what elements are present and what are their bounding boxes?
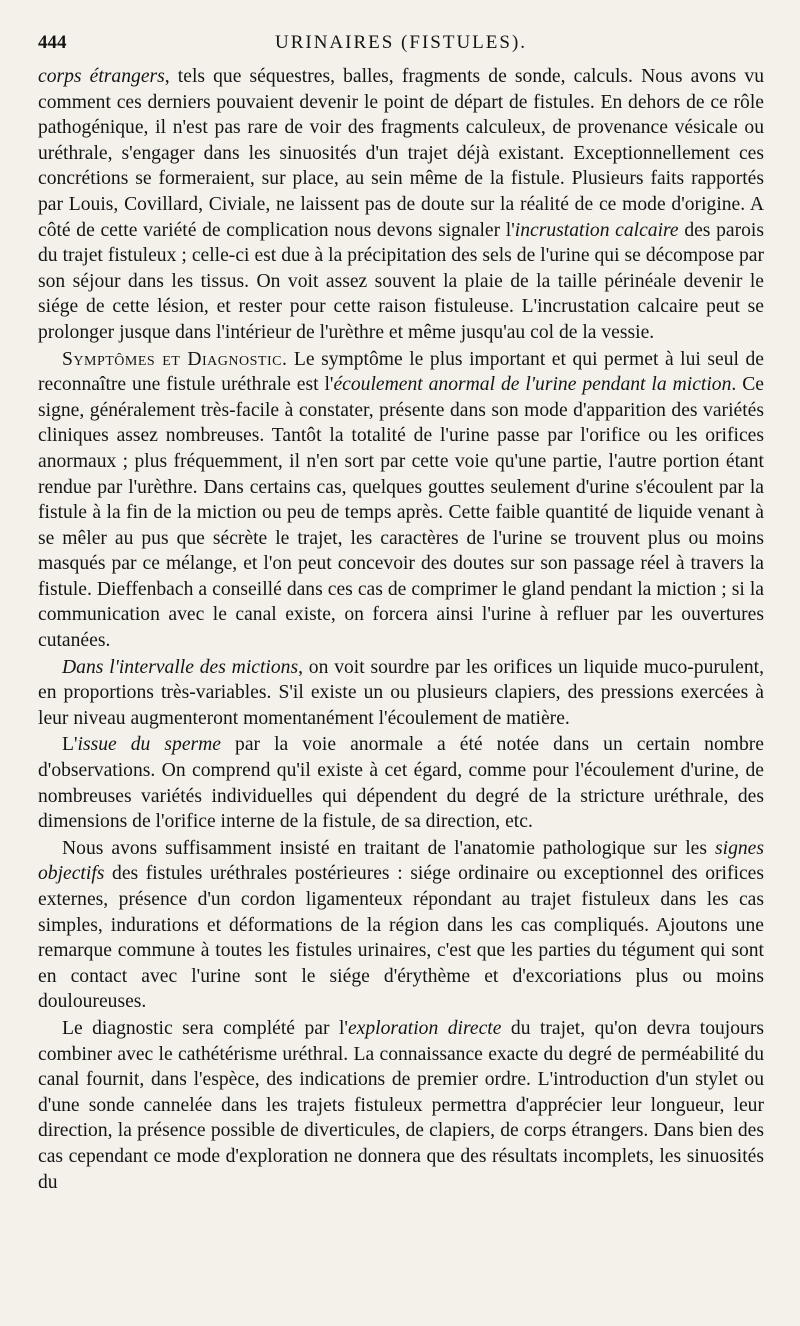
text-run: Le symptôme le plus important et qui permet à lui seul de reconnaître une fistule uréthrale est l': [38, 348, 764, 396]
italic-text: signes objectifs: [38, 837, 764, 885]
italic-text: Dans l'intervalle des mictions: [62, 656, 299, 678]
text-run: du trajet, qu'on devra toujours combiner avec le cathétérisme uréthral. La connaissance exacte du degré de perméabilité du canal fournit, dans l'espèce, des indications de premier ordre. L'introduction d'un stylet ou d'une sonde cannelée dans les trajets fistuleux permettra d'apprécier leur longueur, leur direction, la présence possible de diverticules, de clapiers, de corps étrangers. Dans bien des cas cependant ce mode d'exploration ne donnera que des résultats incomplets, les sinuosités du: [38, 1017, 764, 1193]
italic-text: écoulement anormal de l'urine pendant la miction: [333, 374, 732, 396]
text-run: , tels que séquestres, balles, fragments de sonde, calculs. Nous avons vu comment ces derniers pouvaient devenir le point de départ de fistules. En dehors de ce rôle pathogénique, il n'est pas rare de voir des fragments calculeux, de provenance vésicale ou uréthrale, s'engager dans les sinuosités d'un trajet déjà existant. Exceptionnellement ces concrétions se formeraient, sur place, au sein même de la fistule. Plusieurs faits rapportés par Louis, Covillard, Civiale, ne laissent pas de doute sur la réalité de ce mode d'origine. A côté de cette variété de complication nous devons signaler l': [38, 66, 765, 241]
running-header: [38, 30, 764, 64]
text-run: L': [62, 734, 78, 756]
italic-text: incrustation calcaire: [514, 219, 679, 241]
italic-text: exploration directe: [347, 1017, 502, 1039]
text-run: Nous avons suffisamment insisté en traitant de l'anatomie pathologique sur les: [62, 837, 716, 859]
body-text: [38, 64, 764, 1195]
running-title: URINAIRES (FISTULES).: [274, 32, 528, 53]
text-run: , on voit sourdre par les orifices un liquide muco-purulent, en proportions très-variables. S'il existe un ou plusieurs clapiers, des pressions exercées à leur niveau augmenteront momentanément l'écoulement de matière.: [38, 656, 764, 729]
text-run: Le diagnostic sera complété par l': [62, 1017, 348, 1039]
section-heading: Symptômes et Diagnostic.: [62, 348, 288, 370]
paragraph: [38, 836, 764, 1015]
text-run: des parois du trajet fistuleux ; celle-ci est due à la précipitation des sels de l'urine qui se décompose par son séjour dans les tissus. On voit assez souvent la plaie de la taille périnéale devenir le siége de cette lésion, et rester pour cette raison fistuleuse. L'incrustation calcaire peut se prolonger jusque dans l'intérieur de l'urèthre et même jusqu'au col de la vessie.: [38, 219, 764, 343]
paragraph: [38, 347, 764, 654]
paragraph: [38, 64, 764, 346]
text-run: par la voie anormale a été notée dans un certain nombre d'observations. On comprend qu'il existe à cet égard, comme pour l'écoulement d'urine, de nombreuses variétés individuelles qui dépendent du degré de la stricture uréthrale, des dimensions de l'orifice interne de la fistule, de sa direction, etc.: [38, 734, 764, 833]
text-run: des fistules uréthrales postérieures : siége ordinaire ou exceptionnel des orifices externes, présence d'un cordon ligamenteux répondant au trajet fistuleux dans les cas simples, indurations et déformations de la région dans les cas compliqués. Ajoutons une remarque commune à toutes les fistules urinaires, c'est que les parties du tégument qui sont en contact avec l'urine sont le siége d'érythème et d'excoriations plus ou moins douloureuses.: [38, 863, 764, 1013]
paragraph: [38, 1016, 764, 1195]
page-number: 444: [38, 32, 67, 53]
italic-text: issue du sperme: [77, 734, 221, 756]
text-run: . Ce signe, généralement très-facile à constater, présente dans son mode d'apparition des variétés cliniques assez nombreuses. Tantôt la totalité de l'urine passe par l'orifice ou les orifices anormaux ; plus fréquemment, il n'en sort par cette voie qu'une partie, l'autre portion étant rendue par l'urèthre. Dans certains cas, quelques gouttes seulement d'urine s'écoulent par la fistule à la fin de la miction ou peu de temps après. Cette faible quantité de liquide venant à se mêler au pus que sécrète le trajet, les caractères de l'urine se trouvent plus ou moins masqués par ce mélange, et l'on peut concevoir des doutes sur son passage réel à travers la fistule. Dieffenbach a conseillé dans ces cas de comprimer le gland pendant la miction ; si la communication avec le canal existe, on forcera ainsi l'urine à refluer par les ouvertures cutanées.: [38, 374, 764, 652]
italic-text: corps étrangers: [38, 66, 165, 87]
paragraph: [38, 732, 764, 834]
paragraph: [38, 655, 764, 732]
